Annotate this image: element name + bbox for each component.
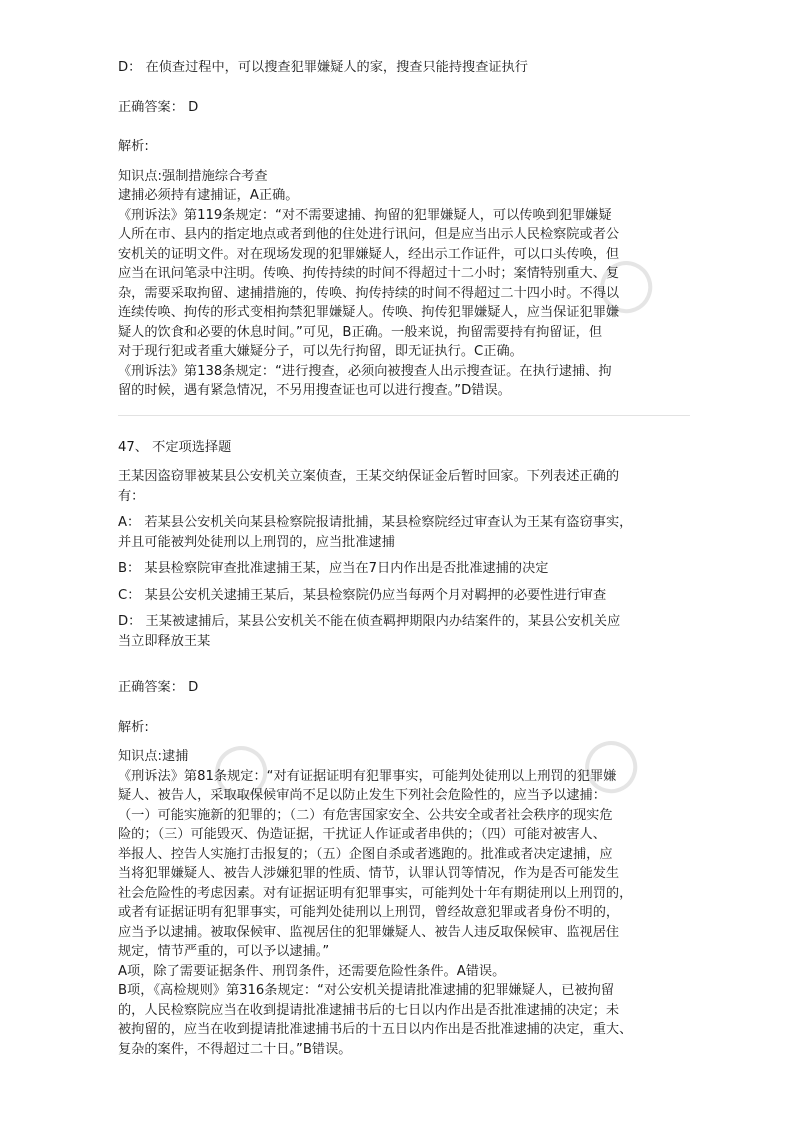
analysis-line: 规定，情节严重的，可以予以逮捕。”	[118, 944, 330, 959]
q47-header: 47、 不定项选择题	[118, 439, 232, 455]
analysis-line: 应当予以逮捕。被取保候审、监视居住的犯罪嫌疑人、被告人违反取保候审、监视居住	[118, 924, 620, 940]
q46-analysis	[118, 167, 690, 401]
q47-option-a: A： 若某县公安机关向某县检察院报请批捕，某县检察院经过审查认为王某有盗窃事实， 并且可能被判处徒刑以上刑罚的，应当批准逮捕	[118, 515, 633, 550]
analysis-line: 举报人、控告人实施打击报复的；（五）企图自杀或者逃跑的。批准或者决定逮捕，应	[118, 846, 613, 862]
analysis-line: 应当在讯问笔录中注明。传唤、拘传持续的时间不得超过十二小时；案情特别重大、复	[118, 266, 620, 281]
analysis-line: 或者有证据证明有犯罪事实，可能判处徒刑以上刑罚，曾经故意犯罪或者身份不明的，	[118, 905, 620, 920]
analysis-line: 被拘留的，应当在收到提请批准逮捕书后的十五日以内作出是否批准逮捕的决定，重大、	[118, 1022, 633, 1037]
analysis-line: A项，除了需要证据条件、刑罚条件，还需要危险性条件。A错误。	[118, 963, 506, 979]
q46-answer: 正确答案： D	[118, 99, 199, 115]
q47-option-c: C： 某县公安机关逮捕王某后，某县检察院仍应当每两个月对羁押的必要性进行审查	[118, 587, 607, 603]
analysis-line: 知识点:强制措施综合考查	[118, 168, 268, 184]
analysis-line: 复杂的案件，不得超过二十日。”B错误。	[118, 1041, 352, 1057]
analysis-line: 的，人民检察院应当在收到提请批准逮捕书后的七日以内作出是否批准逮捕的决定；未	[118, 1002, 620, 1018]
analysis-line: 知识点:逮捕	[118, 749, 189, 764]
analysis-line: 杂，需要采取拘留、逮捕措施的，传唤、拘传持续的时间不得超过二十四小时。不得以	[118, 285, 620, 301]
q47-analysis-label: 解析:	[118, 719, 149, 735]
q47-stem: 王某因盗窃罪被某县公安机关立案侦查，王某交纳保证金后暂时回家。下列表述正确的 有：	[118, 469, 620, 504]
analysis-line: 连续传唤、拘传的形式变相拘禁犯罪嫌疑人。传唤、拘传犯罪嫌疑人，应当保证犯罪嫌	[118, 305, 620, 320]
analysis-line: 疑人、被告人，采取取保候审尚不足以防止发生下列社会危险性的，应当予以逮捕：	[118, 788, 606, 803]
q47-answer: 正确答案： D	[118, 680, 199, 695]
q47-option-d: D： 王某被逮捕后，某县公安机关不能在侦查羁押期限内办结案件的，某县公安机关应 当立即释放王某	[118, 614, 621, 649]
analysis-line: 留的时候，遇有紧急情况，不另用搜查证也可以进行搜查。”D错误。	[118, 383, 511, 398]
analysis-line: B项，《高检规则》第316条规定：“对公安机关提请批准逮捕的犯罪嫌疑人，已被拘留	[118, 983, 615, 998]
analysis-line: （一）可能实施新的犯罪的；（二）有危害国家安全、公共安全或者社会秩序的现实危	[118, 807, 613, 823]
q46-option-d: D： 在侦查过程中，可以搜查犯罪嫌疑人的家，搜查只能持搜查证执行	[118, 60, 528, 75]
analysis-line: 安机关的证明文件。对在现场发现的犯罪嫌疑人，经出示工作证件，可以口头传唤，但	[118, 246, 620, 262]
analysis-line: 《刑诉法》第138条规定：“进行搜查，必须向被搜查人出示搜查证。在执行逮捕、拘	[118, 363, 612, 379]
analysis-line: 《刑诉法》第81条规定：“对有证据证明有犯罪事实，可能判处徒刑以上刑罚的犯罪嫌	[118, 768, 617, 784]
analysis-line: 《刑诉法》第119条规定：“对不需要逮捕、拘留的犯罪嫌疑人，可以传唤到犯罪嫌疑	[118, 207, 612, 223]
analysis-line: 人所在市、县内的指定地点或者到他的住处进行讯问，但是应当出示人民检察院或者公	[118, 227, 620, 242]
analysis-line: 逮捕必须持有逮捕证，A正确。	[118, 188, 299, 203]
analysis-line: 对于现行犯或者重大嫌疑分子，可以先行拘留，即无证执行。C正确。	[118, 344, 523, 359]
question-divider	[118, 415, 690, 416]
q46-analysis-label: 解析:	[118, 139, 149, 154]
analysis-line: 疑人的饮食和必要的休息时间。”可见，B正确。一般来说，拘留需要持有拘留证，但	[118, 324, 603, 340]
analysis-line: 当将犯罪嫌疑人、被告人涉嫌犯罪的性质、情节，认罪认罚等情况，作为是否可能发生	[118, 866, 620, 881]
analysis-line: 险的；（三）可能毁灭、伪造证据，干扰证人作证或者串供的；（四）可能对被害人、	[118, 827, 606, 842]
analysis-line: 社会危险性的考虑因素。对有证据证明有犯罪事实，可能判处十年有期徒刑以上刑罚的，	[118, 885, 633, 901]
q47-analysis	[118, 747, 690, 1059]
q47-option-b: B： 某县检察院审查批准逮捕王某，应当在7日内作出是否批准逮捕的决定	[118, 561, 549, 576]
document-page	[118, 58, 690, 1059]
